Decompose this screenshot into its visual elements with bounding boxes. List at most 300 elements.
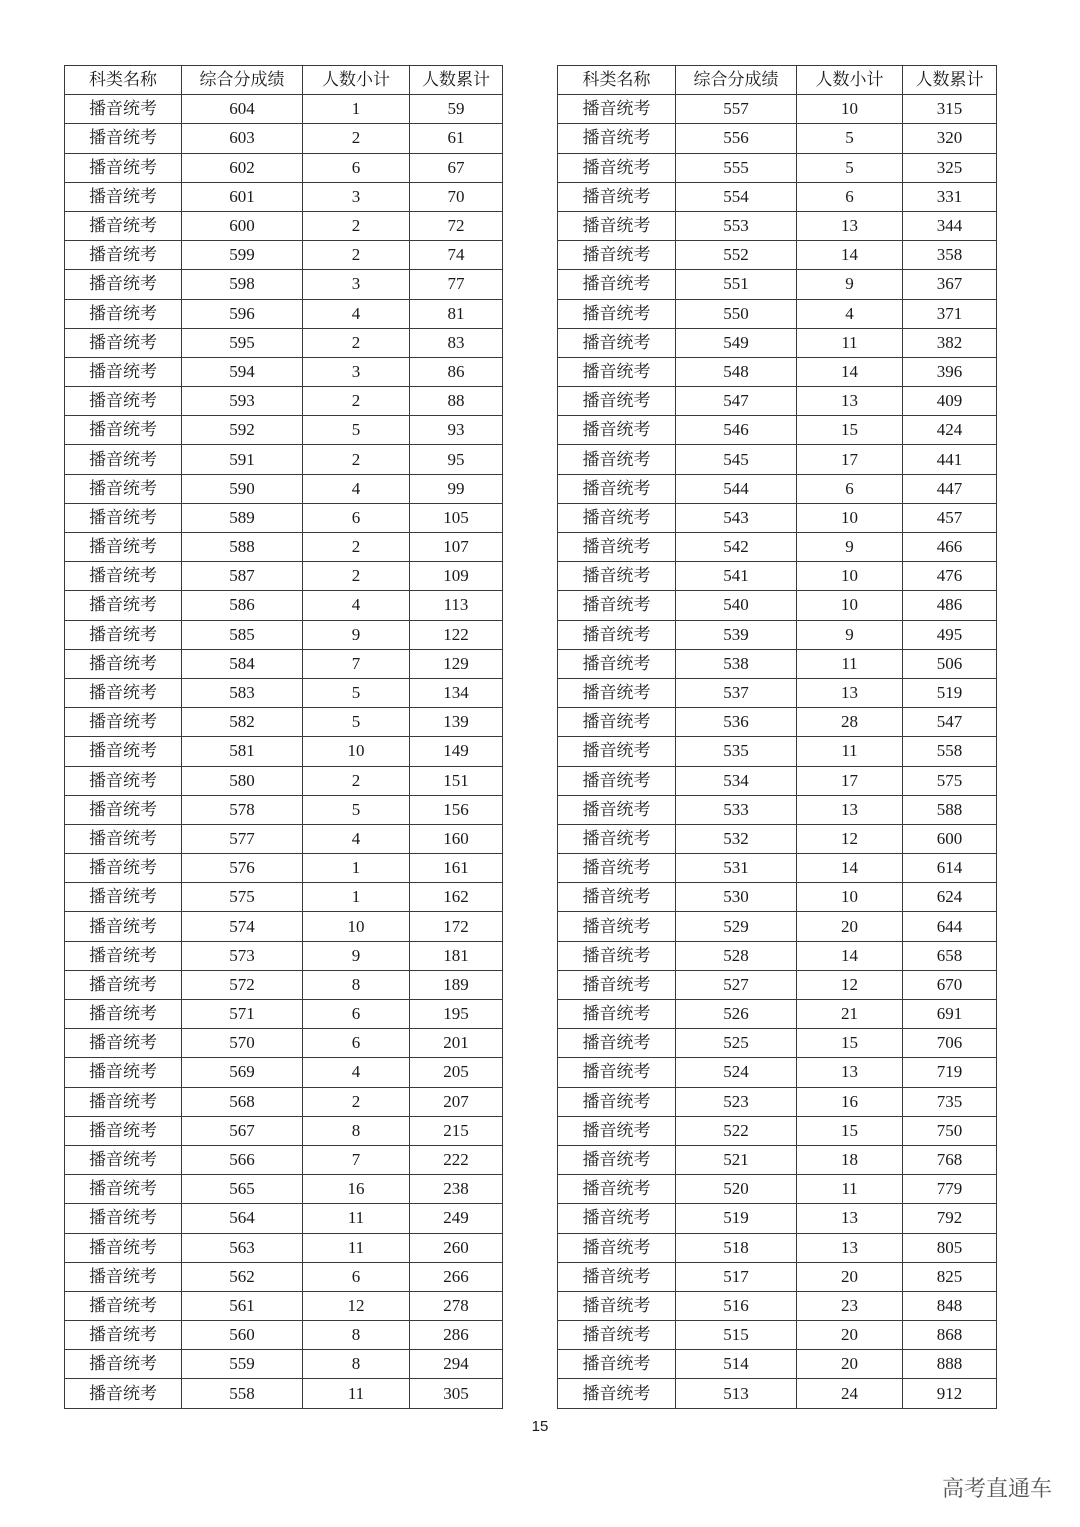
cell-category: 播音统考 (65, 474, 182, 503)
header-cumulative: 人数累计 (903, 66, 997, 95)
cell-score: 527 (676, 970, 797, 999)
table-row (558, 678, 997, 707)
cell-cumulative: 371 (903, 299, 997, 328)
cell-score: 557 (676, 95, 797, 124)
table-row (65, 95, 503, 124)
cell-score: 549 (676, 328, 797, 357)
cell-category: 播音统考 (65, 941, 182, 970)
cell-count: 6 (797, 182, 903, 211)
table-row (65, 1379, 503, 1408)
table-row (558, 1087, 997, 1116)
cell-count: 8 (303, 1321, 410, 1350)
cell-count: 3 (303, 270, 410, 299)
table-row (558, 416, 997, 445)
table-row (558, 795, 997, 824)
cell-score: 578 (182, 795, 303, 824)
cell-category: 播音统考 (558, 591, 676, 620)
cell-category: 播音统考 (558, 1379, 676, 1408)
table-row (65, 824, 503, 853)
cell-count: 11 (303, 1204, 410, 1233)
cell-score: 588 (182, 533, 303, 562)
cell-count: 13 (797, 1204, 903, 1233)
cell-cumulative: 93 (410, 416, 503, 445)
cell-cumulative: 495 (903, 620, 997, 649)
cell-count: 2 (303, 124, 410, 153)
table-row (558, 591, 997, 620)
table-row (65, 678, 503, 707)
table-row (65, 1029, 503, 1058)
table-row (558, 1204, 997, 1233)
cell-score: 587 (182, 562, 303, 591)
table-row (558, 1058, 997, 1087)
cell-cumulative: 912 (903, 1379, 997, 1408)
cell-category: 播音统考 (558, 883, 676, 912)
cell-category: 播音统考 (558, 533, 676, 562)
cell-score: 535 (676, 737, 797, 766)
cell-score: 546 (676, 416, 797, 445)
cell-cumulative: 506 (903, 649, 997, 678)
cell-cumulative: 74 (410, 241, 503, 270)
table-row (65, 591, 503, 620)
cell-cumulative: 382 (903, 328, 997, 357)
table-row (65, 1058, 503, 1087)
cell-count: 15 (797, 1029, 903, 1058)
cell-cumulative: 105 (410, 503, 503, 532)
cell-category: 播音统考 (558, 416, 676, 445)
cell-score: 604 (182, 95, 303, 124)
cell-cumulative: 134 (410, 678, 503, 707)
cell-count: 11 (797, 649, 903, 678)
cell-score: 555 (676, 153, 797, 182)
table-row (558, 299, 997, 328)
cell-score: 601 (182, 182, 303, 211)
cell-score: 523 (676, 1087, 797, 1116)
cell-count: 20 (797, 1350, 903, 1379)
cell-cumulative: 476 (903, 562, 997, 591)
table-row (558, 328, 997, 357)
table-row (558, 883, 997, 912)
cell-count: 11 (797, 737, 903, 766)
cell-count: 28 (797, 708, 903, 737)
cell-cumulative: 156 (410, 795, 503, 824)
table-row (558, 854, 997, 883)
table-row (558, 941, 997, 970)
table-body-right (558, 95, 997, 1408)
cell-count: 2 (303, 328, 410, 357)
table-row (65, 124, 503, 153)
table-row (558, 649, 997, 678)
cell-score: 589 (182, 503, 303, 532)
cell-cumulative: 305 (410, 1379, 503, 1408)
cell-count: 10 (797, 95, 903, 124)
cell-score: 600 (182, 211, 303, 240)
cell-count: 15 (797, 416, 903, 445)
table-row (65, 387, 503, 416)
cell-score: 543 (676, 503, 797, 532)
table-row (65, 1291, 503, 1320)
cell-score: 580 (182, 766, 303, 795)
cell-score: 514 (676, 1350, 797, 1379)
header-category: 科类名称 (558, 66, 676, 95)
table-row (65, 299, 503, 328)
table-row (65, 357, 503, 386)
table-row (65, 941, 503, 970)
cell-category: 播音统考 (65, 299, 182, 328)
cell-category: 播音统考 (558, 854, 676, 883)
cell-cumulative: 249 (410, 1204, 503, 1233)
cell-cumulative: 779 (903, 1175, 997, 1204)
table-row (558, 1175, 997, 1204)
cell-score: 548 (676, 357, 797, 386)
cell-category: 播音统考 (558, 95, 676, 124)
cell-score: 563 (182, 1233, 303, 1262)
table-row (558, 620, 997, 649)
cell-cumulative: 344 (903, 211, 997, 240)
cell-count: 16 (303, 1175, 410, 1204)
cell-category: 播音统考 (558, 182, 676, 211)
cell-category: 播音统考 (65, 708, 182, 737)
table-row (558, 153, 997, 182)
cell-count: 3 (303, 357, 410, 386)
table-row (558, 1379, 997, 1408)
cell-count: 21 (797, 1000, 903, 1029)
table-row (558, 1029, 997, 1058)
cell-score: 552 (676, 241, 797, 270)
cell-score: 518 (676, 1233, 797, 1262)
cell-count: 6 (303, 503, 410, 532)
table-row (65, 474, 503, 503)
cell-score: 582 (182, 708, 303, 737)
table-row (65, 182, 503, 211)
cell-count: 9 (797, 620, 903, 649)
cell-count: 24 (797, 1379, 903, 1408)
cell-count: 11 (797, 328, 903, 357)
cell-count: 6 (303, 1262, 410, 1291)
cell-count: 2 (303, 562, 410, 591)
cell-count: 5 (303, 795, 410, 824)
cell-count: 20 (797, 1262, 903, 1291)
cell-category: 播音统考 (558, 708, 676, 737)
table-row (65, 503, 503, 532)
cell-cumulative: 691 (903, 1000, 997, 1029)
cell-cumulative: 750 (903, 1116, 997, 1145)
cell-category: 播音统考 (65, 1350, 182, 1379)
score-table-right (557, 65, 997, 1409)
cell-cumulative: 129 (410, 649, 503, 678)
cell-category: 播音统考 (558, 1058, 676, 1087)
cell-score: 528 (676, 941, 797, 970)
cell-category: 播音统考 (558, 387, 676, 416)
cell-category: 播音统考 (65, 1262, 182, 1291)
cell-category: 播音统考 (558, 270, 676, 299)
cell-category: 播音统考 (558, 211, 676, 240)
cell-category: 播音统考 (558, 1233, 676, 1262)
cell-count: 13 (797, 795, 903, 824)
cell-category: 播音统考 (65, 1204, 182, 1233)
cell-count: 1 (303, 883, 410, 912)
cell-score: 538 (676, 649, 797, 678)
cell-count: 17 (797, 445, 903, 474)
cell-cumulative: 447 (903, 474, 997, 503)
table-row (65, 1233, 503, 1262)
cell-category: 播音统考 (65, 416, 182, 445)
header-row (558, 66, 997, 95)
cell-score: 575 (182, 883, 303, 912)
cell-count: 13 (797, 678, 903, 707)
cell-count: 11 (303, 1379, 410, 1408)
cell-cumulative: 195 (410, 1000, 503, 1029)
cell-category: 播音统考 (558, 474, 676, 503)
header-score: 综合分成绩 (676, 66, 797, 95)
cell-cumulative: 486 (903, 591, 997, 620)
table-row (65, 854, 503, 883)
cell-score: 547 (676, 387, 797, 416)
table-row (558, 357, 997, 386)
cell-score: 531 (676, 854, 797, 883)
cell-category: 播音统考 (65, 1087, 182, 1116)
cell-count: 13 (797, 387, 903, 416)
cell-score: 525 (676, 1029, 797, 1058)
cell-score: 581 (182, 737, 303, 766)
cell-score: 596 (182, 299, 303, 328)
cell-cumulative: 670 (903, 970, 997, 999)
table-row (558, 124, 997, 153)
cell-cumulative: 558 (903, 737, 997, 766)
cell-category: 播音统考 (65, 883, 182, 912)
cell-score: 532 (676, 824, 797, 853)
table-row (65, 883, 503, 912)
cell-count: 14 (797, 357, 903, 386)
cell-category: 播音统考 (65, 357, 182, 386)
cell-score: 591 (182, 445, 303, 474)
cell-count: 4 (303, 474, 410, 503)
cell-count: 5 (797, 124, 903, 153)
cell-cumulative: 441 (903, 445, 997, 474)
cell-count: 13 (797, 1058, 903, 1087)
table-row (558, 241, 997, 270)
cell-score: 558 (182, 1379, 303, 1408)
cell-count: 2 (303, 766, 410, 795)
table-row (558, 1291, 997, 1320)
cell-score: 560 (182, 1321, 303, 1350)
cell-score: 544 (676, 474, 797, 503)
cell-cumulative: 320 (903, 124, 997, 153)
cell-category: 播音统考 (558, 737, 676, 766)
cell-cumulative: 396 (903, 357, 997, 386)
cell-count: 14 (797, 854, 903, 883)
cell-category: 播音统考 (558, 678, 676, 707)
cell-cumulative: 95 (410, 445, 503, 474)
cell-category: 播音统考 (558, 328, 676, 357)
header-score: 综合分成绩 (182, 66, 303, 95)
cell-count: 20 (797, 912, 903, 941)
cell-count: 9 (797, 533, 903, 562)
cell-score: 577 (182, 824, 303, 853)
table-row (65, 533, 503, 562)
cell-score: 602 (182, 153, 303, 182)
cell-score: 515 (676, 1321, 797, 1350)
cell-count: 10 (797, 883, 903, 912)
cell-category: 播音统考 (65, 591, 182, 620)
table-row (65, 766, 503, 795)
table-row (65, 970, 503, 999)
cell-count: 2 (303, 241, 410, 270)
cell-cumulative: 67 (410, 153, 503, 182)
cell-count: 18 (797, 1145, 903, 1174)
cell-count: 12 (303, 1291, 410, 1320)
cell-cumulative: 358 (903, 241, 997, 270)
cell-count: 11 (797, 1175, 903, 1204)
cell-count: 12 (797, 824, 903, 853)
cell-cumulative: 614 (903, 854, 997, 883)
cell-category: 播音统考 (558, 1175, 676, 1204)
table-row (558, 824, 997, 853)
cell-cumulative: 107 (410, 533, 503, 562)
cell-cumulative: 266 (410, 1262, 503, 1291)
cell-score: 590 (182, 474, 303, 503)
cell-count: 16 (797, 1087, 903, 1116)
cell-cumulative: 547 (903, 708, 997, 737)
cell-count: 9 (797, 270, 903, 299)
cell-category: 播音统考 (65, 533, 182, 562)
cell-score: 603 (182, 124, 303, 153)
cell-score: 529 (676, 912, 797, 941)
watermark-text: 高考直通车 (941, 1477, 1052, 1502)
cell-cumulative: 161 (410, 854, 503, 883)
cell-count: 6 (797, 474, 903, 503)
cell-cumulative: 88 (410, 387, 503, 416)
cell-cumulative: 848 (903, 1291, 997, 1320)
cell-count: 9 (303, 941, 410, 970)
cell-category: 播音统考 (65, 445, 182, 474)
cell-cumulative: 706 (903, 1029, 997, 1058)
cell-cumulative: 768 (903, 1145, 997, 1174)
cell-cumulative: 519 (903, 678, 997, 707)
cell-category: 播音统考 (65, 1029, 182, 1058)
cell-score: 517 (676, 1262, 797, 1291)
table-row (65, 270, 503, 299)
cell-category: 播音统考 (65, 824, 182, 853)
table-row (65, 241, 503, 270)
table-row (65, 620, 503, 649)
cell-count: 2 (303, 533, 410, 562)
cell-score: 556 (676, 124, 797, 153)
table-row (558, 533, 997, 562)
cell-category: 播音统考 (65, 1000, 182, 1029)
table-row (65, 649, 503, 678)
cell-score: 537 (676, 678, 797, 707)
cell-count: 2 (303, 445, 410, 474)
cell-score: 565 (182, 1175, 303, 1204)
cell-score: 566 (182, 1145, 303, 1174)
cell-score: 522 (676, 1116, 797, 1145)
table-row (558, 503, 997, 532)
cell-score: 586 (182, 591, 303, 620)
table-row (558, 270, 997, 299)
cell-score: 598 (182, 270, 303, 299)
cell-score: 593 (182, 387, 303, 416)
cell-category: 播音统考 (558, 241, 676, 270)
table-row (558, 708, 997, 737)
cell-score: 583 (182, 678, 303, 707)
cell-count: 5 (797, 153, 903, 182)
cell-cumulative: 149 (410, 737, 503, 766)
cell-score: 540 (676, 591, 797, 620)
cell-category: 播音统考 (65, 649, 182, 678)
cell-cumulative: 83 (410, 328, 503, 357)
cell-score: 571 (182, 1000, 303, 1029)
table-row (558, 1350, 997, 1379)
table-row (558, 1233, 997, 1262)
cell-score: 520 (676, 1175, 797, 1204)
cell-score: 564 (182, 1204, 303, 1233)
cell-category: 播音统考 (65, 503, 182, 532)
cell-cumulative: 315 (903, 95, 997, 124)
cell-score: 584 (182, 649, 303, 678)
cell-category: 播音统考 (558, 970, 676, 999)
cell-score: 553 (676, 211, 797, 240)
table-row (558, 737, 997, 766)
table-row (65, 1087, 503, 1116)
cell-category: 播音统考 (558, 766, 676, 795)
cell-cumulative: 331 (903, 182, 997, 211)
cell-score: 551 (676, 270, 797, 299)
cell-count: 4 (303, 824, 410, 853)
cell-category: 播音统考 (558, 1204, 676, 1233)
cell-cumulative: 205 (410, 1058, 503, 1087)
cell-cumulative: 172 (410, 912, 503, 941)
cell-category: 播音统考 (558, 445, 676, 474)
cell-category: 播音统考 (65, 124, 182, 153)
cell-count: 8 (303, 1116, 410, 1145)
cell-score: 594 (182, 357, 303, 386)
cell-cumulative: 81 (410, 299, 503, 328)
header-count: 人数小计 (797, 66, 903, 95)
cell-cumulative: 719 (903, 1058, 997, 1087)
cell-category: 播音统考 (558, 1029, 676, 1058)
cell-score: 595 (182, 328, 303, 357)
cell-cumulative: 122 (410, 620, 503, 649)
header-cumulative: 人数累计 (410, 66, 503, 95)
cell-count: 10 (797, 562, 903, 591)
cell-cumulative: 325 (903, 153, 997, 182)
cell-score: 516 (676, 1291, 797, 1320)
cell-category: 播音统考 (65, 1175, 182, 1204)
cell-cumulative: 162 (410, 883, 503, 912)
cell-cumulative: 189 (410, 970, 503, 999)
table-row (65, 737, 503, 766)
table-row (65, 1116, 503, 1145)
cell-cumulative: 86 (410, 357, 503, 386)
table-row (65, 795, 503, 824)
cell-count: 17 (797, 766, 903, 795)
cell-cumulative: 99 (410, 474, 503, 503)
cell-cumulative: 160 (410, 824, 503, 853)
cell-category: 播音统考 (558, 357, 676, 386)
cell-count: 6 (303, 1000, 410, 1029)
cell-cumulative: 72 (410, 211, 503, 240)
cell-count: 2 (303, 1087, 410, 1116)
table-row (65, 1321, 503, 1350)
cell-count: 1 (303, 854, 410, 883)
cell-count: 10 (303, 912, 410, 941)
cell-score: 541 (676, 562, 797, 591)
cell-cumulative: 151 (410, 766, 503, 795)
cell-category: 播音统考 (65, 912, 182, 941)
table-row (65, 153, 503, 182)
cell-score: 559 (182, 1350, 303, 1379)
cell-category: 播音统考 (65, 270, 182, 299)
